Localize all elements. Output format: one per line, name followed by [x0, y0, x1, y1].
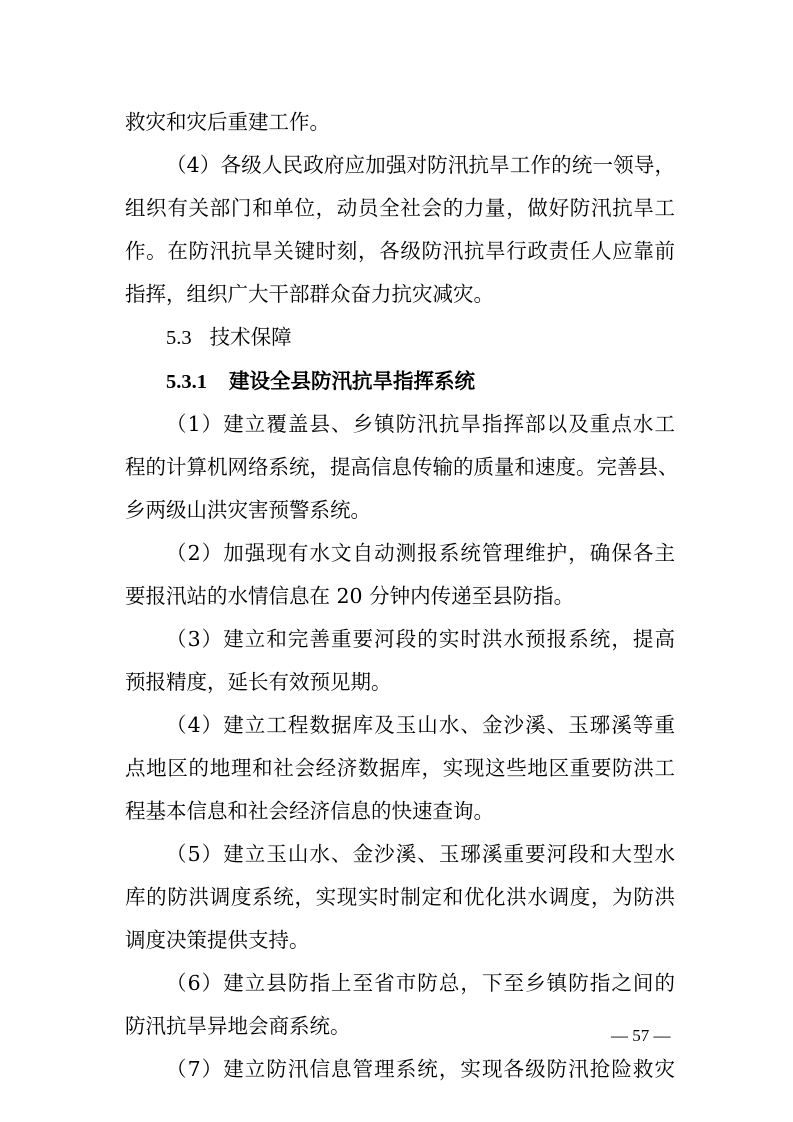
paragraph-line: 库的防洪调度系统，实现实时制定和优化洪水调度，为防洪: [125, 885, 675, 909]
paragraph-line: 要报汛站的水情信息在 20 分钟内传递至县防指。: [125, 584, 575, 608]
section-number: 5.3: [166, 327, 192, 349]
paragraph-line: 点地区的地理和社会经济数据库，实现这些地区重要防洪工: [125, 756, 675, 780]
paragraph-line: 指挥，组织广大干部群众奋力抗灾减灾。: [125, 282, 494, 306]
paragraph-line: 程基本信息和社会经济信息的快速查询。: [125, 799, 494, 823]
paragraph-line: （4）建立工程数据库及玉山水、金沙溪、玉琊溪等重: [166, 713, 675, 737]
section-heading: [166, 320, 292, 354]
paragraph-line: （7）建立防汛信息管理系统，实现各级防汛抢险救灾: [166, 1057, 675, 1081]
paragraph-line: 作。在防汛抗旱关键时刻，各级防汛抗旱行政责任人应靠前: [125, 239, 675, 263]
paragraph-line: （3）建立和完善重要河段的实时洪水预报系统，提高: [166, 627, 675, 651]
paragraph-line: 程的计算机网络系统，提高信息传输的质量和速度。完善县、: [125, 455, 679, 479]
subsection-number: 5.3.1: [166, 371, 207, 393]
paragraph-line: （5）建立玉山水、金沙溪、玉琊溪重要河段和大型水: [166, 842, 675, 866]
paragraph-line: 组织有关部门和单位，动员全社会的力量，做好防汛抗旱工: [125, 196, 675, 220]
paragraph-line: 调度决策提供支持。: [125, 928, 310, 952]
paragraph-line: 乡两级山洪灾害预警系统。: [125, 498, 371, 522]
section-title: 技术保障: [209, 325, 292, 349]
paragraph-line: 救灾和灾后重建工作。: [125, 110, 330, 134]
paragraph-line: 防汛抗旱异地会商系统。: [125, 1014, 351, 1038]
paragraph-line: （4）各级人民政府应加强对防汛抗旱工作的统一领导，: [166, 153, 675, 177]
paragraph-line: （2）加强现有水文自动测报系统管理维护，确保各主: [166, 541, 675, 565]
paragraph-line: （1）建立覆盖县、乡镇防汛抗旱指挥部以及重点水工: [166, 412, 675, 436]
subsection-title: 建设全县防汛抗旱指挥系统: [229, 369, 475, 393]
paragraph-line: （6）建立县防指上至省市防总，下至乡镇防指之间的: [166, 971, 675, 995]
page-number: — 57 —: [611, 1026, 671, 1045]
subsection-heading: [166, 364, 475, 398]
paragraph-line: 预报精度，延长有效预见期。: [125, 670, 392, 694]
